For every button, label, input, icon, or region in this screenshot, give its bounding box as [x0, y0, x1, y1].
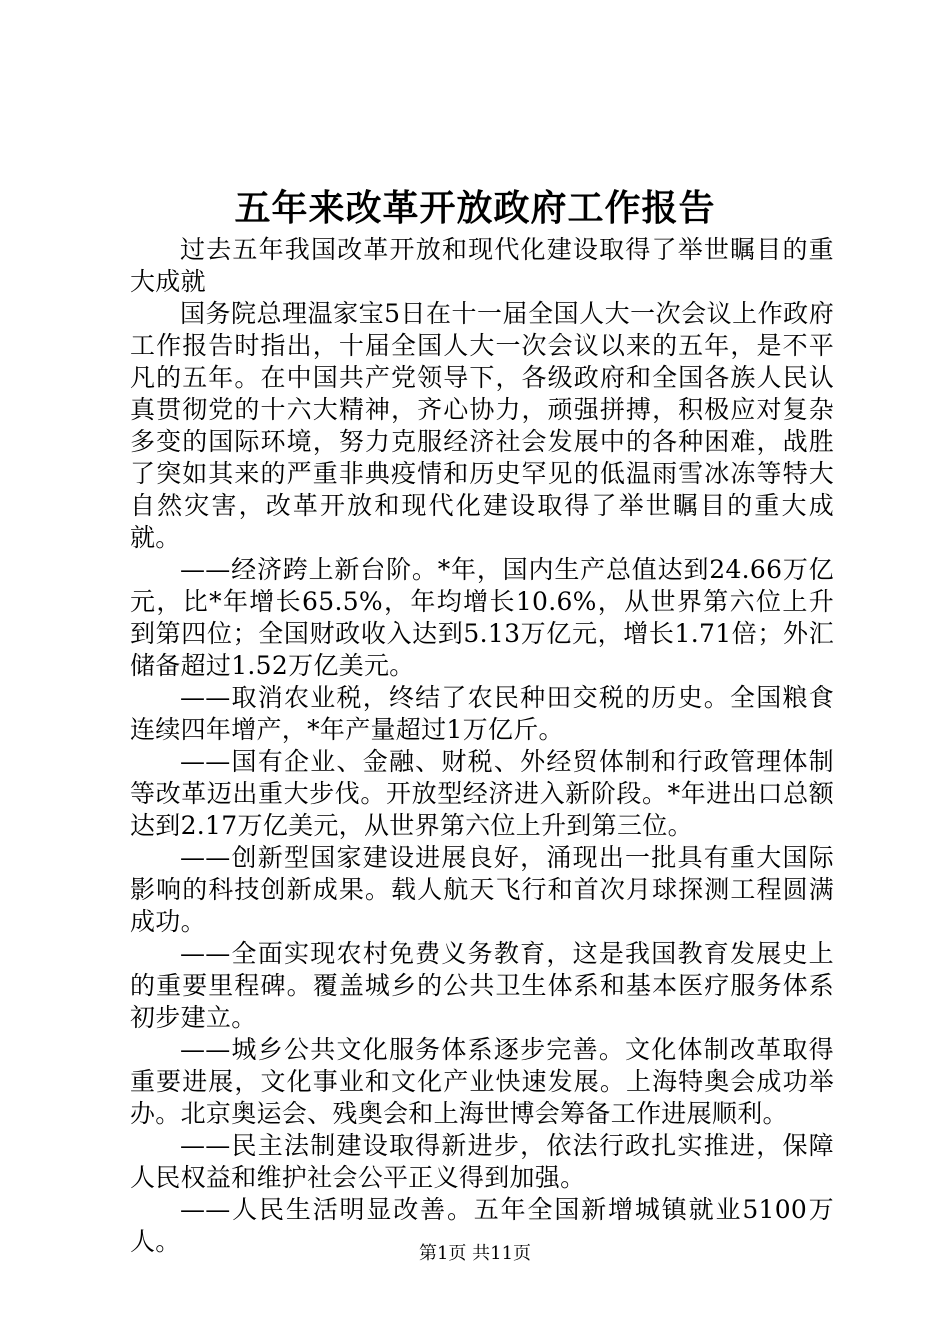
paragraph-1: 过去五年我国改革开放和现代化建设取得了举世瞩目的重大成就	[130, 235, 834, 296]
paragraph-7: ——全面实现农村免费义务教育，这是我国教育发展史上的重要里程碑。覆盖城乡的公共卫生体系和基本医疗服务体系初步建立。	[130, 939, 834, 1032]
page-number-footer: 第1页 共11页	[418, 1243, 532, 1264]
paragraph-3: ——经济跨上新台阶。*年，国内生产总值达到24.66万亿元，比*年增长65.5%，年均增长10.6%，从世界第六位上升到第四位；全国财政收入达到5.13万亿元，增长1.71倍；外汇储备超过1.52万亿美元。	[130, 555, 834, 680]
document-title: 五年来改革开放政府工作报告	[234, 187, 716, 229]
paragraph-4: ——取消农业税，终结了农民种田交税的历史。全国粮食连续四年增产，*年产量超过1万亿斤。	[130, 683, 834, 744]
document-body	[130, 234, 834, 1258]
paragraph-8: ——城乡公共文化服务体系逐步完善。文化体制改革取得重要进展，文化事业和文化产业快速发展。上海特奥会成功举办。北京奥运会、残奥会和上海世博会筹备工作进展顺利。	[130, 1035, 834, 1128]
paragraph-5: ——国有企业、金融、财税、外经贸体制和行政管理体制等改革迈出重大步伐。开放型经济进入新阶段。*年进出口总额达到2.17万亿美元，从世界第六位上升到第三位。	[130, 747, 834, 840]
paragraph-10: ——人民生活明显改善。五年全国新增城镇就业5100万人。	[130, 1195, 834, 1256]
paragraph-6: ——创新型国家建设进展良好，涌现出一批具有重大国际影响的科技创新成果。载人航天飞行和首次月球探测工程圆满成功。	[130, 843, 834, 936]
paragraph-9: ——民主法制建设取得新进步，依法行政扎实推进，保障人民权益和维护社会公平正义得到加强。	[130, 1131, 834, 1192]
paragraph-2: 国务院总理温家宝5日在十一届全国人大一次会议上作政府工作报告时指出，十届全国人大一次会议以来的五年，是不平凡的五年。在中国共产党领导下，各级政府和全国各族人民认真贯彻党的十六大精神，齐心协力，顽强拼搏，积极应对复杂多变的国际环境，努力克服经济社会发展中的各种困难，战胜了突如其来的严重非典疫情和历史罕见的低温雨雪冰冻等特大自然灾害，改革开放和现代化建设取得了举世瞩目的重大成就。	[130, 299, 834, 552]
